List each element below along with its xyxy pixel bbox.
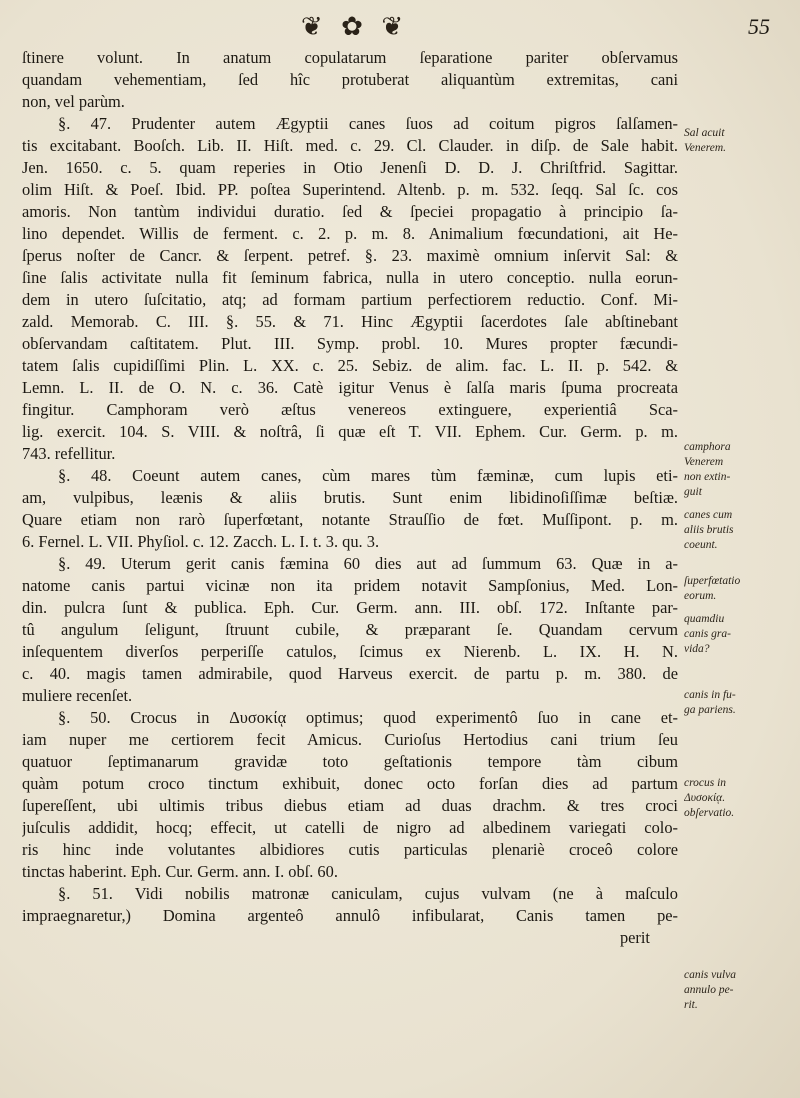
text-line: §. 49. Uterum gerit canis fæmina 60 dies aut ad ſummum 63. Quæ in a- xyxy=(58,554,678,573)
margin-note-crocus-in xyxy=(684,776,796,821)
text-line: Quare etiam non rarò ſuperfœtant, notante Strauſſio de fœt. Muſſipont. p. m. xyxy=(22,510,678,529)
text-line: muliere recenſet. xyxy=(22,686,133,705)
margin-note-line: Δυσοκίᾳ. xyxy=(684,792,726,804)
margin-note-line: ſuperfœtatio xyxy=(684,575,741,587)
text-line: am, vulpibus, leænis & aliis brutis. Sunt enim libidinoſiſſimæ beſtiæ. xyxy=(22,488,678,507)
margin-note-line: canis gra- xyxy=(684,628,731,640)
margin-note-line: ga pariens. xyxy=(684,704,736,716)
text-line: 743. refellitur. xyxy=(22,444,116,463)
margin-note-line: coeunt. xyxy=(684,539,718,551)
margin-note-line: quamdiu xyxy=(684,613,725,625)
text-line: ſtinere volunt. In anatum copulatarum ſeparatione pariter obſervamus xyxy=(22,48,678,67)
text-line: olim Hiſt. & Poeſ. Ibid. PP. poſtea Superintend. Altenb. p. m. 532. ſeqq. Sal ſc. cos xyxy=(22,180,678,199)
text-line: tis excitabant. Booſch. Lib. II. Hiſt. med. c. 29. Cl. Clauder. in diſp. de Sale habit. xyxy=(22,136,678,155)
text-line: din. pulcra ſunt & publica. Eph. Cur. Germ. ann. III. obſ. 172. Inſtante par- xyxy=(22,598,678,617)
text-line: tatem ſalis cupidiſſimi Plin. L. XX. c. 25. Sebiz. de alim. fac. L. II. p. 542. & xyxy=(22,356,678,375)
text-line: natome canis partui vicinæ non ita pridem notavit Sampſonius, Med. Lon- xyxy=(22,576,678,595)
text-line: zald. Memorab. C. III. §. 55. & 71. Hinc Ægyptii ſacerdotes ſale abſtinebant xyxy=(22,312,678,331)
text-line: ris hinc inde volutantes albidiores cutis particulas plenariè croceô colore xyxy=(22,840,678,859)
margin-notes-column xyxy=(684,0,796,1098)
text-line: quàm potum croco tinctum exhibuit, donec octo forſan dies ad partum xyxy=(22,774,678,793)
margin-note-line: rit. xyxy=(684,999,698,1011)
margin-note-line: canis in fu- xyxy=(684,689,736,701)
text-line: ſupereſſent, ubi ultimis tribus diebus etiam ad duas drachm. & tres croci xyxy=(22,796,678,815)
page-number: 55 xyxy=(748,14,770,39)
text-line: §. 48. Coeunt autem canes, cùm mares tùm fæminæ, cum lupis eti- xyxy=(58,466,678,485)
header-ornament: ❦ ✿ ❦ xyxy=(300,12,410,41)
text-line: lig. exercit. 104. S. VIII. & noſtrâ, ſi quæ eſt T. VII. Ephem. Cur. Germ. p. m. xyxy=(22,422,678,441)
margin-note-camphora xyxy=(684,440,796,500)
text-line: Lemn. L. II. de O. N. c. 36. Catè igitur Venus è ſalſa maris ſpuma procreata xyxy=(22,378,678,397)
margin-note-line: eorum. xyxy=(684,590,717,602)
text-line: tû angulum ſeligunt, ſtruunt cubile, & præparant ſe. Quandam cervum xyxy=(22,620,678,639)
text-line: non, vel parùm. xyxy=(22,92,125,111)
text-line: Jen. 1650. c. 5. quam reperies in Otio Jenenſi D. D. J. Chriſtfrid. Sagittar. xyxy=(22,158,678,177)
margin-note-quamdiu xyxy=(684,612,796,657)
margin-note-canis-in-fu xyxy=(684,688,796,718)
text-line: juſculis addidit, hocq; effecit, ut catelli de nigro ad albedinem variegati colo- xyxy=(22,818,678,837)
text-line: impraegnaretur,) Domina argenteô annulô infibularat, Canis tamen pe- xyxy=(22,906,678,925)
margin-note-canis-vulva xyxy=(684,968,796,1013)
text-line: fingitur. Camphoram verò æſtus venereos extinguere, experientiâ Sca- xyxy=(22,400,678,419)
main-text-block xyxy=(22,47,678,949)
margin-note-line: crocus in xyxy=(684,777,727,789)
text-line: c. 40. magis tamen admirabile, quod Harveus exercit. de partu p. m. 380. de xyxy=(22,664,678,683)
text-line: 6. Fernel. L. VII. Phyſiol. c. 12. Zacch. L. I. t. 3. qu. 3. xyxy=(22,532,380,551)
text-line: amoris. Non tantùm individui duratio. ſed & ſpeciei propagatio à principio ſa- xyxy=(22,202,678,221)
margin-note-line: Venerem xyxy=(684,456,724,468)
text-line: ſine ſalis activitate nulla fit ſeminum fabrica, nulla in utero conceptio. nulla eorun- xyxy=(22,268,678,287)
text-line: inſequentem diverſos perperiſſe catulos, ſcimus ex Nierenb. L. IX. H. N. xyxy=(22,642,678,661)
margin-note-line: canes cum xyxy=(684,509,733,521)
margin-note-line: Venerem. xyxy=(684,142,727,154)
text-line: iam nuper me certiorem fecit Amicus. Curioſus Hertodius cani trium ſeu xyxy=(22,730,678,749)
margin-note-superfoetatio xyxy=(684,574,796,604)
text-line: §. 50. Crocus in Δυσοκίᾳ optimus; quod experimentô ſuo in cane et- xyxy=(58,708,678,727)
text-line: quandam vehementiam, ſed hîc protuberat aliquantùm extremitas, cani xyxy=(22,70,678,89)
text-line: quatuor ſeptimanarum gravidæ toto geſtationis tempore tàm cibum xyxy=(22,752,678,771)
margin-note-line: aliis brutis xyxy=(684,524,734,536)
text-line: obſervandam caſtitatem. Plut. III. Symp. probl. 10. Mures propter fæcundi- xyxy=(22,334,678,353)
margin-note-line: non extin- xyxy=(684,471,731,483)
margin-note-line: obſervatio. xyxy=(684,807,735,819)
text-line: tinctas haberint. Eph. Cur. Germ. ann. I. obſ. 60. xyxy=(22,862,338,881)
margin-note-line: annulo pe- xyxy=(684,984,734,996)
margin-note-line: guit xyxy=(684,486,702,498)
text-line: ſperus noſter de Cancr. & ſerpent. petref. §. 23. maximè omnium inſervit Sal: & xyxy=(22,246,678,265)
text-line: §. 51. Vidi nobilis matronæ caniculam, cujus vulvam (ne à maſculo xyxy=(58,884,678,903)
text-line: perit xyxy=(619,928,650,947)
margin-note-line: canis vulva xyxy=(684,969,737,981)
text-line: lino dependet. Willis de ferment. c. 2. p. m. 8. Animalium fœcundationi, ait He- xyxy=(22,224,678,243)
margin-note-line: camphora xyxy=(684,441,731,453)
margin-note-line: vida? xyxy=(684,643,710,655)
margin-note-sal-acuit xyxy=(684,126,796,156)
margin-note-canes-cum xyxy=(684,508,796,553)
text-line: §. 47. Prudenter autem Ægyptii canes ſuos ad coitum pigros ſalſamen- xyxy=(58,114,678,133)
margin-note-line: Sal acuit xyxy=(684,127,725,139)
text-line: dem in utero ſuſcitatio, atq; ad formam partium perfectiorem reductio. Conf. Mi- xyxy=(22,290,678,309)
